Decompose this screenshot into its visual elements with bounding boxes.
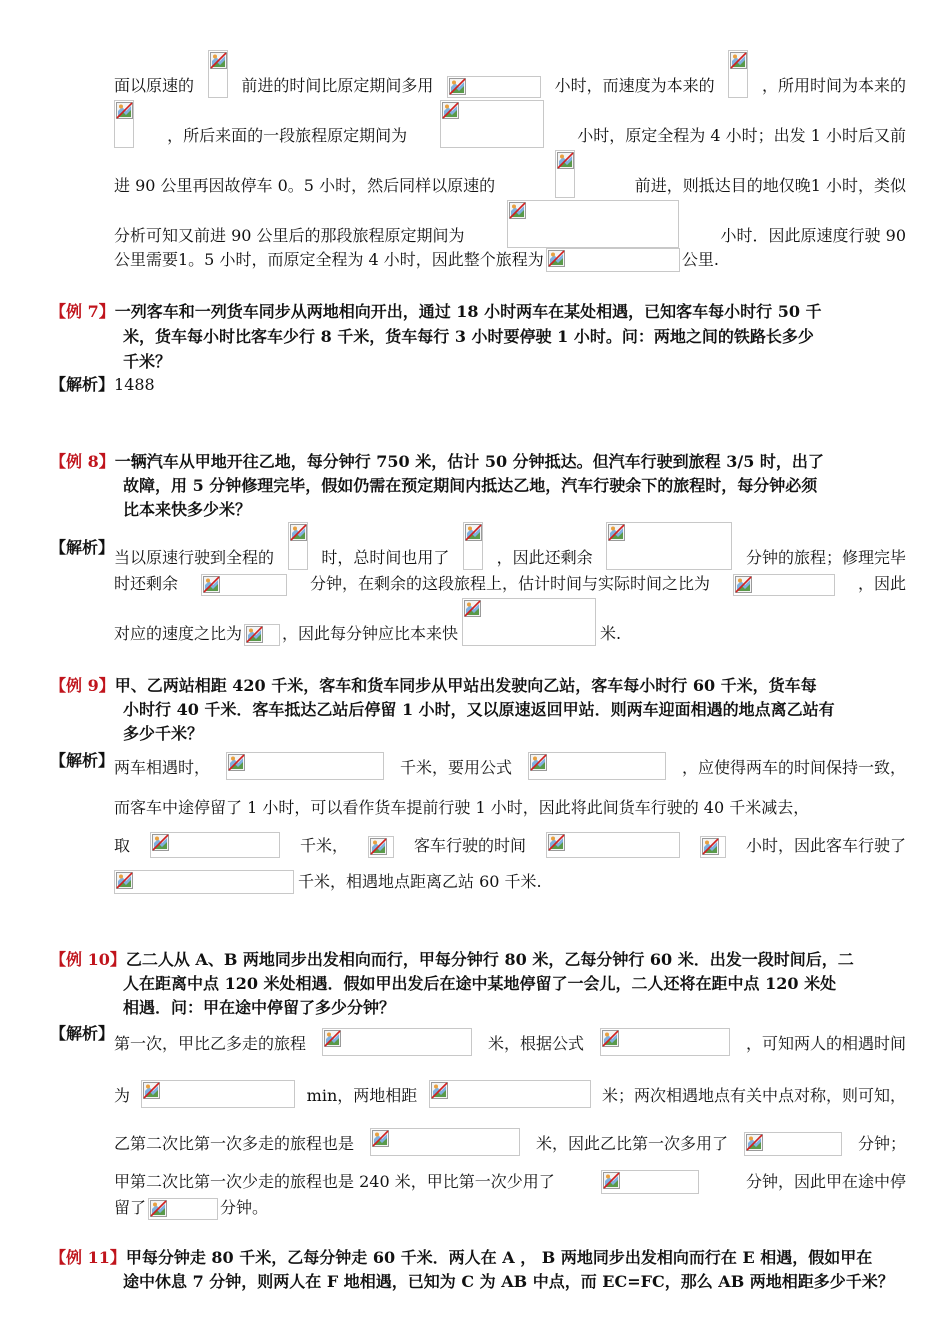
broken-image-icon <box>449 78 466 95</box>
broken-image-icon <box>746 1134 763 1151</box>
example-9-solution-line-3: 取 千米， 客车行驶的时间 小时，因此客车行驶了 <box>114 832 906 858</box>
formula-image <box>440 100 544 148</box>
broken-image-icon <box>702 838 719 855</box>
example-10-solution-line-2: 为 min，两地相距 米；两次相遇地点有关中点对称，则可知， <box>114 1080 906 1108</box>
formula-image <box>322 1028 472 1056</box>
formula-image <box>370 1128 520 1156</box>
broken-image-icon <box>431 1082 448 1099</box>
formula-image <box>148 1198 218 1220</box>
broken-image-icon <box>372 1130 389 1147</box>
formula-image <box>150 832 280 858</box>
broken-image-icon <box>324 1030 341 1047</box>
formula-image <box>462 598 596 646</box>
broken-image-icon <box>228 754 245 771</box>
formula-image <box>600 1028 730 1056</box>
example-8-solution-label: 【解析】 <box>50 538 115 557</box>
example-8-title: 【例 8】一辆汽车从甲地开往乙地，每分钟行 750 米，估计 50 分钟抵达。但汽车行驶到旅程 3/5 时，出了 <box>50 452 824 471</box>
broken-image-icon <box>730 52 747 69</box>
broken-image-icon <box>548 834 565 851</box>
formula-image <box>546 248 680 272</box>
intro-line-3: 进 90 公里再因故停车 0。5 小时，然后同样以原速的 前进，则抵达目的地仅晚1 小时，类似 <box>114 150 906 198</box>
broken-image-icon <box>150 1200 167 1217</box>
example-tag: 【例 7】 <box>50 302 115 321</box>
example-7-question-line: 千米？ <box>123 352 172 371</box>
example-10-question-line: 相遇．问：甲在途中停留了多少分钟？ <box>123 998 396 1017</box>
broken-image-icon <box>370 838 387 855</box>
example-10-question-line: 人在距离中点 120 米处相遇．假如甲出发后在途中某地停留了一会儿，二人还将在距中点 120 米处 <box>123 974 837 993</box>
broken-image-icon <box>152 834 169 851</box>
example-10-solution-line-3: 乙第二次比第一次多走的旅程也是 米，因此乙比第一次多用了 分钟； <box>114 1128 906 1156</box>
formula-image <box>368 836 394 858</box>
example-9-question-line: 小时行 40 千米．客车抵达乙站后停留 1 小时，又以原速返回甲站．则两车迎面相遇的地点离乙站有 <box>123 700 835 719</box>
example-10-solution-line-1: 第一次，甲比乙多走的旅程 米，根据公式 ，可知两人的相遇时间 <box>114 1028 906 1056</box>
formula-image <box>606 522 732 570</box>
formula-image <box>114 100 134 148</box>
broken-image-icon <box>143 1082 160 1099</box>
example-tag: 【例 8】 <box>50 452 115 471</box>
broken-image-icon <box>557 152 574 169</box>
example-11-question-line: 途中休息 7 分钟，则两人在 F 地相遇，已知为 C 为 AB 中点，而 EC=FC，那么 AB 两地相距多少千米？ <box>123 1272 894 1291</box>
example-8-question-line: 比本来快多少米？ <box>123 500 252 519</box>
example-10-solution-label: 【解析】 <box>50 1024 115 1043</box>
example-10-solution-line-4: 甲第二次比第一次少走的旅程也是 240 米，甲比第一次少用了 分钟，因此甲在途中停 <box>114 1170 906 1194</box>
broken-image-icon <box>735 576 752 593</box>
formula-image <box>546 832 680 858</box>
broken-image-icon <box>608 524 625 541</box>
example-tag: 【例 11】 <box>50 1248 126 1267</box>
formula-image <box>507 200 679 248</box>
broken-image-icon <box>442 102 459 119</box>
example-9-question-line: 多少千米？ <box>123 724 204 743</box>
intro-line-5: 公里需要1。5 小时，而原定全程为 4 小时，因此整个旅程为 公里. <box>114 248 906 272</box>
example-tag: 【例 9】 <box>50 676 115 695</box>
formula-image <box>463 522 483 570</box>
formula-image <box>601 1170 699 1194</box>
example-8-solution-line-3: 对应的速度之比为 ，因此每分钟应比本来快 米. <box>114 598 906 646</box>
formula-image <box>447 76 541 98</box>
example-7-question-line: 米，货车每小时比客车少行 8 千米，货车每行 3 小时要停驶 1 小时。问：两地之间的铁路长多少 <box>123 327 814 346</box>
example-9-solution-line-4: 千米，相遇地点距离乙站 60 千米. <box>114 870 906 894</box>
example-8-solution-line-1: 当以原速行驶到全程的 时，总时间也用了 ，因此还剩余 分钟的旅程；修理完毕 <box>114 522 906 570</box>
example-11-title: 【例 11】甲每分钟走 80 千米，乙每分钟走 60 千米．两人在 A ， B 两地同步出发相向而行在 E 相遇，假如甲在 <box>50 1248 873 1267</box>
broken-image-icon <box>603 1172 620 1189</box>
formula-image <box>208 50 228 98</box>
formula-image <box>528 752 666 780</box>
formula-image <box>288 522 308 570</box>
broken-image-icon <box>116 872 133 889</box>
broken-image-icon <box>210 52 227 69</box>
formula-image <box>114 870 294 894</box>
example-7-solution: 【解析】1488 <box>50 375 155 394</box>
example-8-question-line: 故障，用 5 分钟修理完毕，假如仍需在预定期间内抵达乙地，汽车行驶余下的旅程时，每分钟必须 <box>123 476 818 495</box>
broken-image-icon <box>509 202 526 219</box>
example-10-solution-line-5: 留了 分钟。 <box>114 1196 906 1220</box>
formula-image <box>141 1080 295 1108</box>
example-10-title: 【例 10】乙二人从 A、B 两地同步出发相向而行，甲每分钟行 80 米，乙每分钟行 60 米．出发一段时间后，二 <box>50 950 854 969</box>
broken-image-icon <box>602 1030 619 1047</box>
formula-image <box>429 1080 591 1108</box>
example-8-solution-line-2: 时还剩余 分钟，在剩余的这段旅程上，估计时间与实际时间之比为 ，因此 <box>114 572 906 596</box>
formula-image <box>728 50 748 98</box>
broken-image-icon <box>465 524 482 541</box>
formula-image <box>244 624 280 646</box>
intro-line-2: ，所后来面的一段旅程原定期间为 小时，原定全程为 4 小时；出发 1 小时后又前 <box>114 100 906 148</box>
example-9-title: 【例 9】甲、乙两站相距 420 千米，客车和货车同步从甲站出发驶向乙站，客车每小时行 60 千米，货车每 <box>50 676 817 695</box>
intro-line-4: 分析可知又前进 90 公里后的那段旅程原定期间为 小时．因此原速度行驶 90 <box>114 200 906 248</box>
broken-image-icon <box>530 754 547 771</box>
example-9-solution-line-1: 两车相遇时， 千米，要用公式 ，应使得两车的时间保持一致， <box>114 752 906 780</box>
broken-image-icon <box>246 626 263 643</box>
formula-image <box>700 836 726 858</box>
formula-image <box>555 150 575 198</box>
formula-image <box>733 574 835 596</box>
example-tag: 【例 10】 <box>50 950 126 969</box>
answer-value: 1488 <box>114 375 155 394</box>
formula-image <box>201 574 287 596</box>
example-9-solution-label: 【解析】 <box>50 751 115 770</box>
broken-image-icon <box>290 524 307 541</box>
example-9-solution-line-2: 而客车中途停留了 1 小时，可以看作货车提前行驶 1 小时，因此将此间货车行驶的 40 千米减去， <box>114 798 810 817</box>
formula-image <box>226 752 384 780</box>
broken-image-icon <box>548 250 565 267</box>
broken-image-icon <box>116 102 133 119</box>
broken-image-icon <box>464 600 481 617</box>
formula-image <box>744 1132 842 1156</box>
intro-line-1: 面以原速的 前进的时间比原定期间多用 小时，而速度为本来的 ，所用时间为本来的 <box>114 50 906 98</box>
example-7-title: 【例 7】一列客车和一列货车同步从两地相向开出，通过 18 小时两车在某处相遇，已知客车每小时行 50 千 <box>50 302 822 321</box>
broken-image-icon <box>203 576 220 593</box>
